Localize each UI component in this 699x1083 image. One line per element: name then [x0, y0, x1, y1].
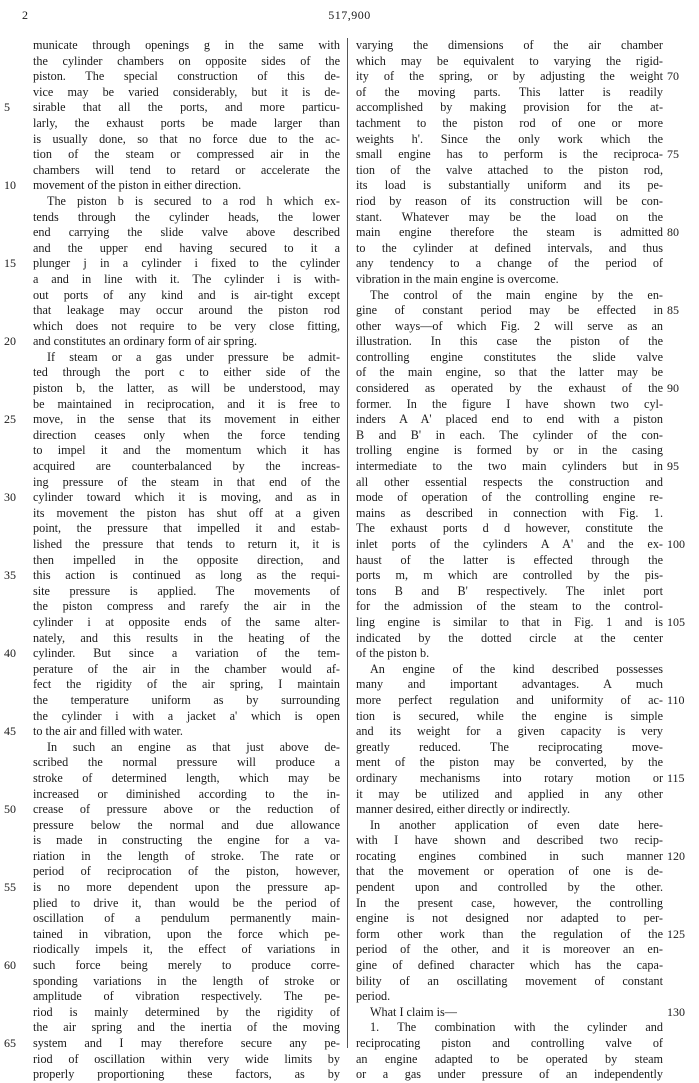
text-line: The piston b is secured to a rod h which ex- — [47, 193, 340, 208]
text-line: an engine adapted to be operated by steam — [356, 1051, 663, 1066]
text-line: pendent upon and controlled by the other. — [356, 880, 663, 895]
text-line: lished the pressure that tends to return it, it is — [33, 537, 340, 551]
text-line: which may be equivalent to varying the rigid- — [356, 53, 663, 68]
text-line: cylinder. But since a variation of the tem- — [33, 646, 340, 661]
text-line: ity of the spring, or by adjusting the weight — [356, 69, 663, 84]
text-line: acquired are counterbalanced by the increas- — [33, 459, 340, 474]
line-number: 60 — [4, 958, 16, 973]
text-line: is no more dependent upon the pressure ap- — [33, 880, 340, 895]
text-line: manner desired, either directly or indirectly. — [356, 802, 571, 817]
text-line: tends through the cylinder heads, the lower — [33, 209, 340, 224]
text-line: gine of constant period may be effected in — [356, 303, 663, 318]
text-line: riation in the length of stroke. The rate or — [33, 848, 340, 863]
page-header — [0, 8, 699, 26]
line-number: 125 — [667, 927, 685, 942]
text-line: ing pressure of the steam in that end of the — [33, 474, 340, 489]
text-line: varying the dimensions of the air chamber — [356, 38, 663, 52]
text-line: vibration in the main engine is overcome. — [356, 271, 559, 286]
text-line: out ports of any kind and is air-tight except — [33, 287, 340, 302]
text-line: larly, the exhaust ports be made larger than — [33, 115, 340, 130]
text-line: riod by reason of its construction will be con- — [356, 193, 663, 208]
text-line: all other essential respects the construction and — [356, 474, 663, 489]
line-number: 30 — [4, 490, 16, 505]
text-line: system and I may therefore secure any pe- — [33, 1036, 340, 1050]
line-number: 20 — [4, 334, 16, 349]
text-line: its movement the piston has shut off at a given — [33, 505, 340, 520]
text-line: piston. The special construction of this de- — [33, 69, 340, 84]
text-line: and its weight for a given capacity is very — [356, 724, 663, 739]
text-line: main engine therefore the steam is admitted — [356, 225, 663, 240]
line-number: 55 — [4, 880, 16, 895]
line-number: 100 — [667, 537, 685, 552]
text-line: that leakage may occur around the piston rod — [33, 303, 340, 318]
text-line: ted through the port c to either side of the — [33, 365, 340, 380]
text-line: that the movement or operation of one is de- — [356, 864, 663, 879]
text-line: any tendency to a change of the period of — [356, 256, 663, 271]
text-line: engine is not designed nor adapted to per- — [356, 911, 663, 926]
text-line: tained in vibration, upon the force which pe- — [33, 926, 340, 941]
text-line: nately, and this results in the heating of the — [33, 630, 340, 645]
text-line: controlling engine constitutes the slide valve — [356, 349, 663, 364]
text-line: mains as described in connection with Fig. 1. — [356, 505, 663, 520]
line-number: 95 — [667, 459, 679, 474]
text-line: reciprocating piston and controlling valve of — [356, 1036, 663, 1050]
text-line: In the present case, however, the controlling — [356, 895, 663, 910]
text-line: In such an engine as that just above de- — [47, 739, 340, 754]
text-line: oscillation of a pendulum permanently main- — [33, 911, 340, 926]
text-line: to the cylinder at defined intervals, and thus — [356, 240, 663, 255]
text-line: stroke of determined length, which may be — [33, 770, 340, 785]
text-line: B and B' in each. The cylinder of the con- — [356, 427, 663, 442]
text-line: period of reciprocation of the piston, however, — [33, 864, 340, 879]
text-line: In another application of even date here- — [370, 817, 663, 832]
text-line: indicated by the dotted circle at the center — [356, 630, 663, 645]
left-text-column — [33, 38, 340, 1082]
text-line: increased or diminished according to the in- — [33, 786, 340, 801]
text-line: bility of an oscillating movement of constant — [356, 973, 663, 988]
text-line: site pressure is applied. The movements of — [33, 583, 340, 598]
text-line: former. In the figure I have shown two cyl- — [356, 396, 663, 411]
text-line: intermediate to the two main cylinders but in — [356, 459, 663, 474]
text-line: which does not require to be very close fitting, — [33, 318, 340, 333]
text-line: other ways—of which Fig. 2 will serve as an — [356, 318, 663, 333]
text-line: move, in the sense that its movement in either — [33, 412, 340, 427]
page-number: 2 — [22, 8, 28, 22]
text-line: The exhaust ports d d however, constitute the — [356, 521, 663, 536]
text-line: tion is secured, while the engine is simple — [356, 708, 663, 723]
text-line: inlet ports of the cylinders A A' and the ex- — [356, 537, 663, 551]
text-line: 1. The combination with the cylinder and — [370, 1020, 663, 1035]
text-line: weights h'. Since the only work which the — [356, 131, 663, 146]
line-number: 10 — [4, 178, 16, 193]
text-line: The control of the main engine by the en- — [370, 287, 663, 302]
text-line: this action is continued as long as the requi- — [33, 568, 340, 583]
text-line: to impel it and the momentum which it has — [33, 443, 340, 458]
text-line: of the moving parts. This latter is readily — [356, 84, 663, 99]
line-number: 105 — [667, 615, 685, 630]
line-number: 70 — [667, 69, 679, 84]
text-line: stant. Whatever may be the load on the — [356, 209, 663, 224]
text-line: municate through openings g in the same with — [33, 38, 340, 52]
text-line: scribed the normal pressure will produce a — [33, 755, 340, 770]
text-line: the air spring and the inertia of the moving — [33, 1020, 340, 1035]
text-line: piston b, the latter, as will be understood, may — [33, 381, 340, 396]
text-line: mode of operation of the controlling engine re- — [356, 490, 663, 505]
text-line: riod of oscillation within very wide limits by — [33, 1051, 340, 1066]
text-line: amplitude of vibration respectively. The pe- — [33, 989, 340, 1004]
text-line: rocating engines combined in such manner — [356, 848, 663, 863]
line-number: 15 — [4, 256, 16, 271]
line-number: 110 — [667, 693, 685, 708]
text-line: be maintained in reciprocation, and it is free to — [33, 396, 340, 411]
text-line: with I have shown and described two recip- — [356, 833, 663, 848]
line-number: 90 — [667, 381, 679, 396]
text-line: end carrying the slide valve above described — [33, 225, 340, 240]
text-line: of the main engine, so that the latter may be — [356, 365, 663, 380]
line-number: 5 — [4, 100, 10, 115]
line-number: 50 — [4, 802, 16, 817]
text-line: movement of the piston in either direction. — [33, 178, 242, 193]
text-line: plunger j in a cylinder i fixed to the cylinder — [33, 256, 340, 271]
text-line: An engine of the kind described possesses — [370, 661, 663, 676]
text-line: and the upper end having secured to it a — [33, 240, 340, 255]
text-line: to the air and filled with water. — [33, 724, 183, 739]
line-number: 45 — [4, 724, 16, 739]
text-line: such force being merely to produce corre- — [33, 958, 340, 973]
text-line: plied to drive it, than would be the period of — [33, 895, 340, 910]
text-line: chambers will tend to retard or accelerate the — [33, 162, 340, 177]
text-line: is usually done, so that no force due to the ac- — [33, 131, 340, 146]
text-line: greatly reduced. The reciprocating move- — [356, 739, 663, 754]
text-line: more perfect regulation and uniformity of ac- — [356, 692, 663, 707]
text-line: riod is mainly determined by the rigidity of — [33, 1004, 340, 1019]
text-line: form other work than the regulation of the — [356, 926, 663, 941]
text-line: is made in constructing the engine for a va- — [33, 833, 340, 848]
text-line: cylinder toward which it is moving, and as in — [33, 490, 340, 505]
text-line: it may be utilized and applied in any other — [356, 786, 663, 801]
text-line: vice may be varied considerably, but it is de- — [33, 84, 340, 99]
text-line: considered as operated by the exhaust of the — [356, 381, 663, 396]
text-line: the cylinder i with a jacket a' which is open — [33, 708, 340, 723]
text-line: sponding variations in the length of stroke or — [33, 973, 340, 988]
right-text-column — [356, 38, 663, 1082]
text-line: the cylinder chambers on opposite sides of the — [33, 53, 340, 68]
line-number: 65 — [4, 1036, 16, 1051]
text-line: properly proportioning these factors, as by — [33, 1067, 340, 1082]
text-line: tion of the steam or compressed air in the — [33, 147, 340, 162]
text-line: the piston compress and rarefy the air in the — [33, 599, 340, 614]
line-number: 25 — [4, 412, 16, 427]
text-line: period of the other, and it is moreover an en- — [356, 942, 663, 957]
text-line: What I claim is— — [370, 1004, 457, 1019]
line-number: 120 — [667, 849, 685, 864]
line-number: 80 — [667, 225, 679, 240]
text-line: sirable that all the ports, and more particu- — [33, 100, 340, 115]
text-line: cylinder i at opposite ends of the same alter- — [33, 614, 340, 629]
line-number: 130 — [667, 1005, 685, 1020]
text-line: ling engine is similar to that in Fig. 1 and is — [356, 614, 663, 629]
text-line: inders A A' placed end to end with a piston — [356, 412, 663, 427]
column-divider — [347, 38, 348, 1048]
text-line: illustration. In this case the piston of the — [356, 334, 663, 349]
text-line: tachment to the piston rod of one or more — [356, 115, 663, 130]
text-line: and constitutes an ordinary form of air spring. — [33, 334, 258, 349]
text-line: point, the pressure that impelled it and estab- — [33, 521, 340, 536]
text-line: tion of the valve attached to the piston rod, — [356, 162, 663, 177]
text-line: riodically impels it, the effect of variations in — [33, 942, 340, 957]
text-line: for the admission of the steam to the control- — [356, 599, 663, 614]
line-number: 75 — [667, 147, 679, 162]
text-line: crease of pressure above or the reduction of — [33, 802, 340, 817]
patent-number: 517,900 — [328, 8, 371, 22]
text-line: direction ceases only when the force tending — [33, 427, 340, 442]
line-number: 35 — [4, 568, 16, 583]
text-line: period. — [356, 989, 391, 1004]
text-line: small engine has to perform is the reciproca- — [356, 147, 663, 162]
text-line: fect the rigidity of the air spring, I maintain — [33, 677, 340, 692]
text-line: a and in line with it. The cylinder i is with- — [33, 271, 340, 286]
text-line: ordinary mechanisms into rotary motion or — [356, 770, 663, 785]
text-line: its load is substantially uniform and its pe- — [356, 178, 663, 193]
text-line: If steam or a gas under pressure be admit- — [47, 349, 340, 364]
text-line: ment of the piston may be converted, by the — [356, 755, 663, 770]
line-number: 40 — [4, 646, 16, 661]
line-number: 85 — [667, 303, 679, 318]
text-line: trolling engine is formed by or in the casing — [356, 443, 663, 458]
text-line: or a gas under pressure of an independently — [356, 1067, 663, 1082]
text-line: pressure below the normal and due allowance — [33, 817, 340, 832]
text-line: haust of the latter is effected through the — [356, 552, 663, 567]
text-line: of the piston b. — [356, 646, 430, 661]
line-number: 115 — [667, 771, 685, 786]
text-line: ports m, m which are controlled by the pis- — [356, 568, 663, 583]
text-line: perature of the air in the chamber would af- — [33, 661, 340, 676]
text-line: many and important advantages. A much — [356, 677, 663, 692]
text-line: the temperature uniform as by surrounding — [33, 692, 340, 707]
text-line: tons B and B' respectively. The inlet port — [356, 583, 663, 598]
text-line: gine of defined character which has the capa- — [356, 958, 663, 973]
text-line: then impelled in the opposite direction, and — [33, 552, 340, 567]
text-line: accomplished by making provision for the at- — [356, 100, 663, 115]
